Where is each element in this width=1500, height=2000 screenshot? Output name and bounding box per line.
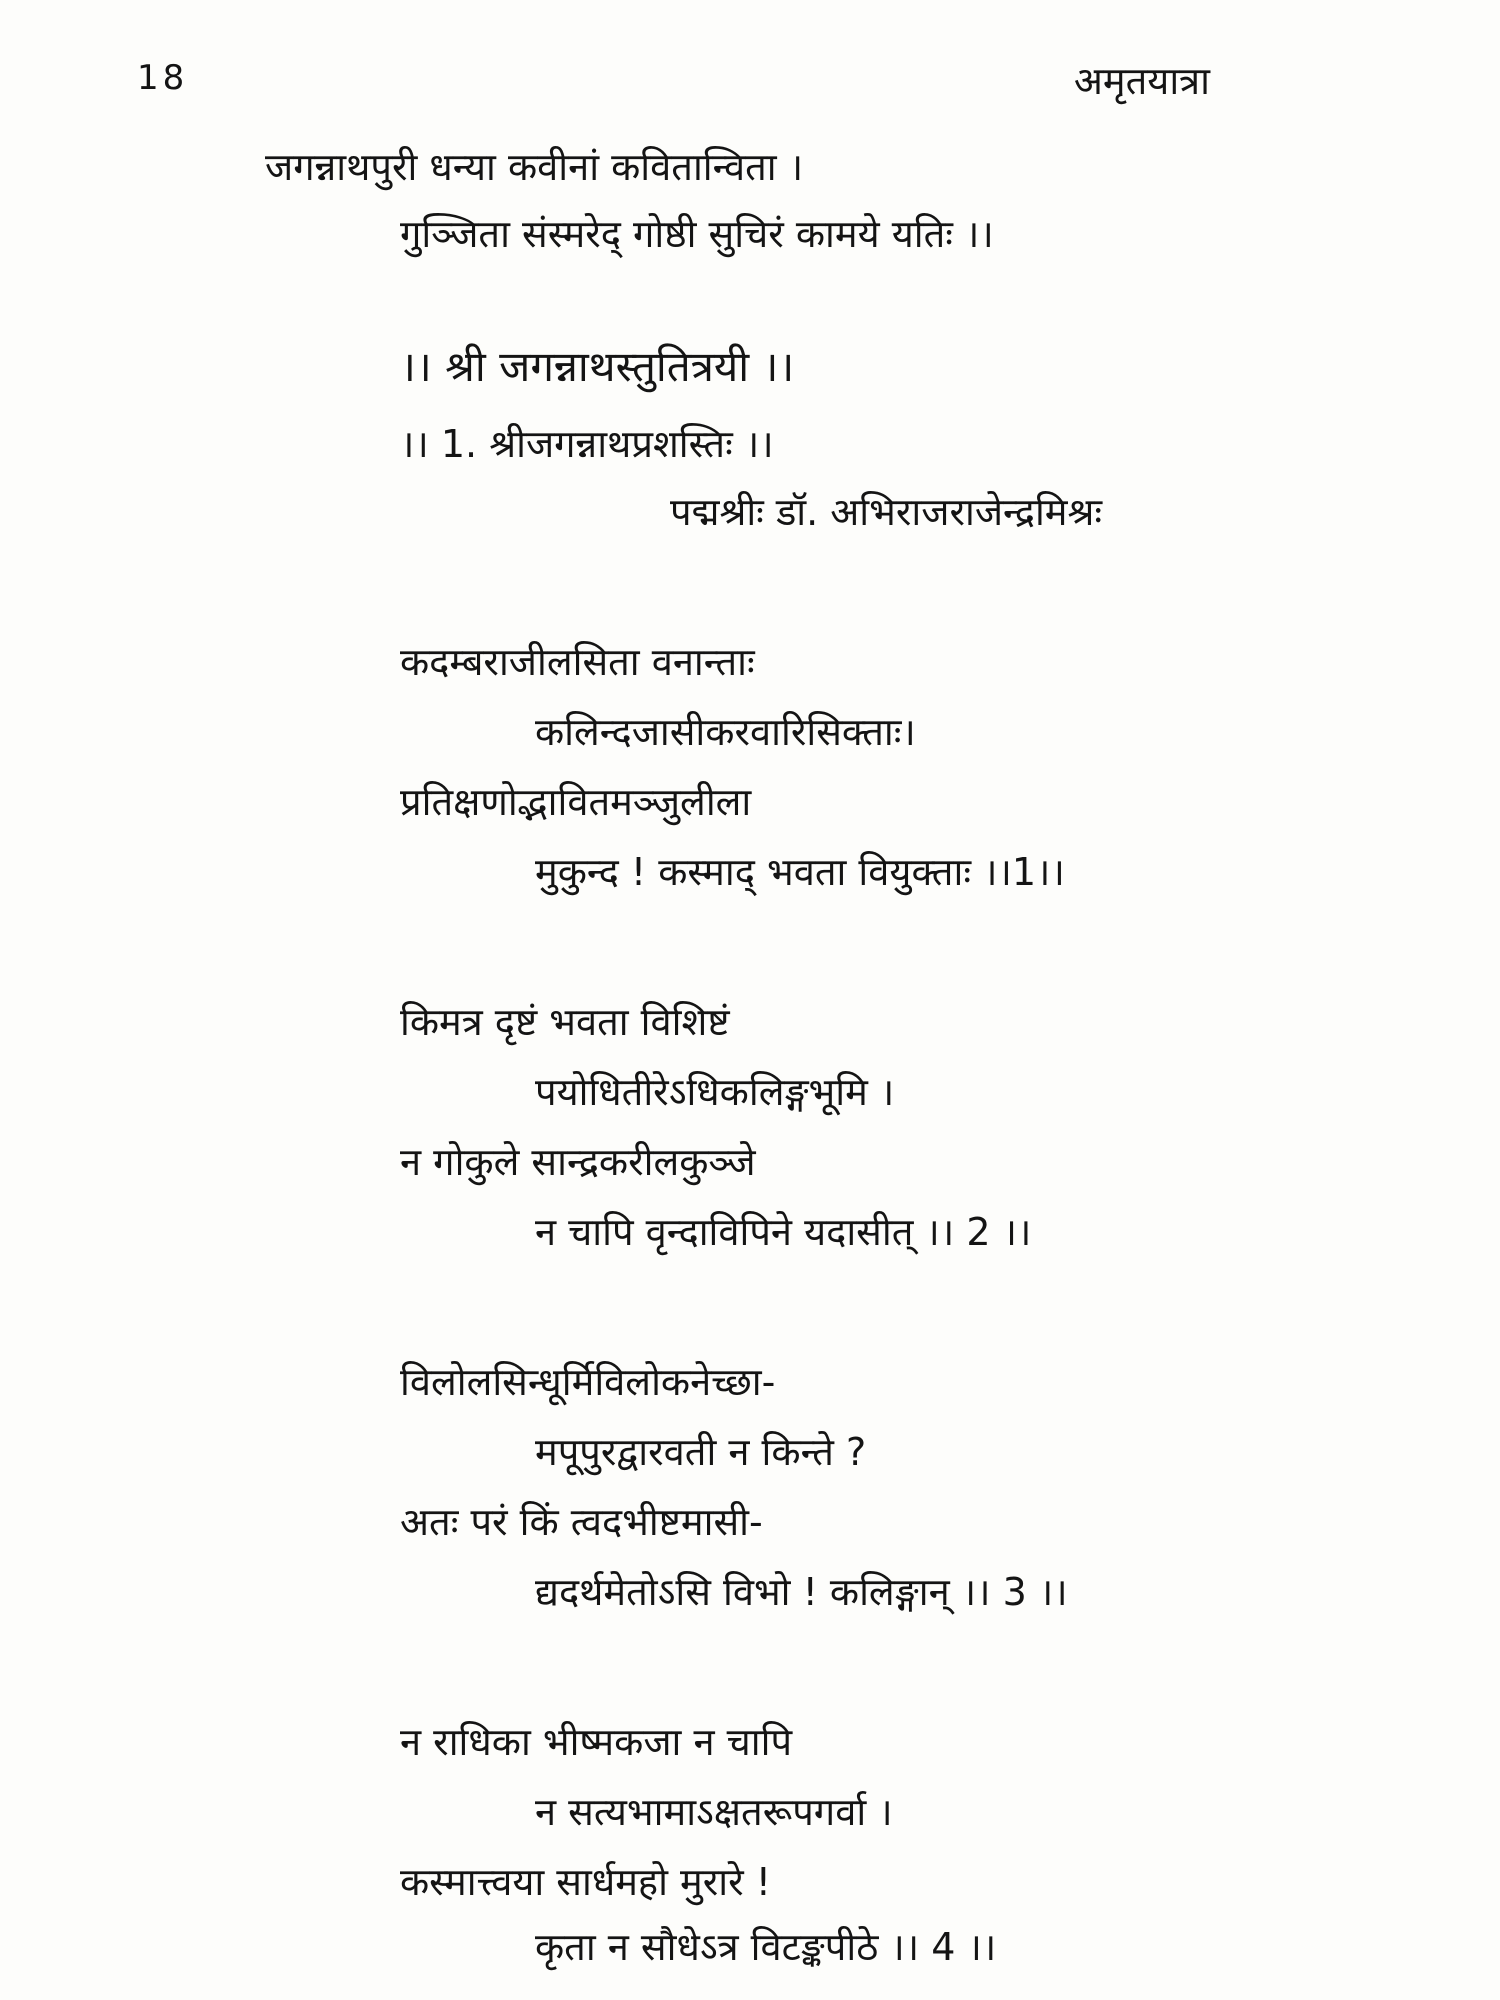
verse-3-line-4: द्यदर्थमेतोऽसि विभो ! कलिङ्गान् ।। 3 ।।: [535, 1570, 1068, 1614]
verse-1-line-3: प्रतिक्षणोद्भावितमञ्जुलीला: [400, 780, 752, 824]
verse-1-line-2: कलिन्दजासीकरवारिसिक्ताः।: [535, 710, 916, 754]
verse-3-line-3: अतः परं किं त्वदभीष्टमासी-: [400, 1500, 763, 1544]
verse-2-line-2: पयोधितीरेऽधिकलिङ्गभूमि ।: [535, 1070, 895, 1114]
verse-4-line-3: कस्मात्त्वया सार्धमहो मुरारे !: [400, 1860, 771, 1904]
verse-1-line-4: मुकुन्द ! कस्माद् भवता वियुक्ताः ।।1।।: [535, 850, 1065, 894]
author-line: पद्मश्रीः डॉ. अभिराजराजेन्द्रमिश्रः: [670, 490, 1103, 534]
verse-2-line-1: किमत्र दृष्टं भवता विशिष्टं: [400, 1000, 730, 1044]
hymn-subtitle: ।। 1. श्रीजगन्नाथप्रशस्तिः ।।: [400, 422, 774, 466]
page-number: 18: [137, 58, 189, 98]
hymn-collection-title: ।। श्री जगन्नाथस्तुतित्रयी ।।: [400, 342, 795, 391]
verse-1-line-1: कदम्बराजीलसिता वनान्ताः: [400, 640, 755, 684]
verse-3-line-1: विलोलसिन्धूर्मिविलोकनेच्छा-: [400, 1360, 776, 1404]
intro-line-1: जगन्नाथपुरी धन्या कवीनां कवितान्विता ।: [265, 145, 804, 189]
verse-2-line-3: न गोकुले सान्द्रकरीलकुञ्जे: [400, 1140, 756, 1184]
verse-4-line-2: न सत्यभामाऽक्षतरूपगर्वा ।: [535, 1790, 893, 1834]
running-title: अमृतयात्रा: [1073, 59, 1210, 103]
verse-3-line-2: मपूपुरद्वारवती न किन्ते ?: [535, 1430, 867, 1474]
verse-2-line-4: न चापि वृन्दाविपिने यदासीत् ।। 2 ।।: [535, 1210, 1032, 1254]
intro-line-2: गुञ्जिता संस्मरेद् गोष्ठी सुचिरं कामये यतिः ।।: [400, 212, 994, 256]
page-header: [0, 58, 1500, 118]
verse-4-line-1: न राधिका भीष्मकजा न चापि: [400, 1720, 793, 1764]
verse-4-line-4: कृता न सौधेऽत्र विटङ्कपीठे ।। 4 ।।: [535, 1925, 997, 1969]
